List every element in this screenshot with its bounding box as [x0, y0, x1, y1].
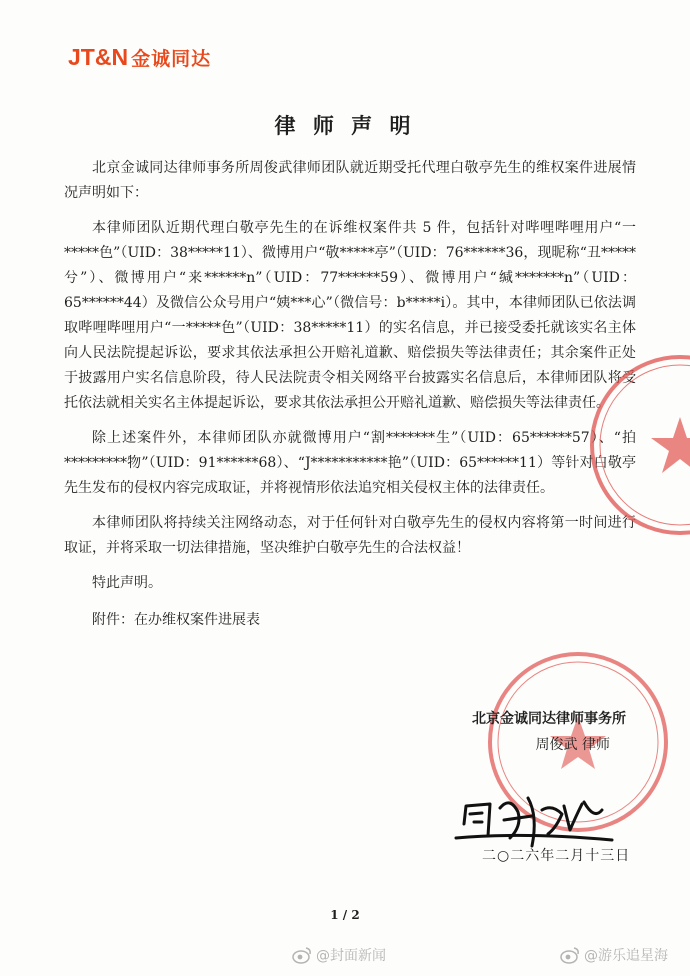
weibo-icon — [292, 946, 312, 964]
document-title: 律 师 声 明 — [274, 113, 416, 138]
seal-stamp-icon — [580, 345, 690, 545]
paragraph-intro: 北京金诚同达律师事务所周俊武律师团队就近期受托代理白敬亭先生的维权案件进展情况声明如下： — [64, 160, 636, 201]
attachment-note: 附件：在办维权案件进展表 — [92, 612, 260, 628]
logo-latin: JT&N — [68, 44, 129, 70]
paragraph-evidence: 除上述案件外，本律师团队亦就微博用户“割*******生”（UID：65******57）、“拍*********物”（UID：91******68）、“J***********艳”（UID：65******11）等针对白敬亭先生发布的侵权内容完成取证，并将视情形依法追究相关侵权主体的法律责任。 — [64, 430, 636, 496]
lawyer-name: 周俊武 律师 — [535, 737, 610, 753]
logo-chinese: 金诚同达 — [131, 48, 212, 70]
document-date: 二○二六年二月十三日 — [482, 848, 631, 864]
weibo-icon — [560, 946, 580, 964]
watermark-text: @游乐追星海 — [584, 948, 668, 964]
firm-name: 北京金诚同达律师事务所 — [472, 711, 626, 727]
paragraph-commitment: 本律师团队将持续关注网络动态，对于任何针对白敬亭先生的侵权内容将第一时间进行取证，并将采取一切法律措施，坚决维护白敬亭先生的合法权益！ — [64, 515, 636, 556]
document-body — [64, 156, 636, 645]
page-number: 1 / 2 — [330, 908, 360, 922]
firm-logo — [68, 44, 211, 71]
watermark-text: @封面新闻 — [316, 948, 386, 964]
paragraph-cases: 本律师团队近期代理白敬亭先生的在诉维权案件共 5 件，包括针对哔哩哔哩用户“一*****色”（UID：38*****11）、微博用户“敬*****亭”（UID：76******36，现昵称“丑*****兮”）、微博用户“来******n”（UID：77******59）、微博用户“缄*******n”（UID：65******44）及微信公众号用户“姨***心”（微信号：b*****i）。其中，本律师团队已依法调取哔哩哔哩用户“一*****色”（UID：38*****11）的实名信息，并已接受委托就该实名主体向人民法院提起诉讼，要求其依法承担公开赔礼道歉、赔偿损失等法律责任；其余案件正处于披露用户实名信息阶段，待人民法院责令相关网络平台披露实名信息后，本律师团队将受托依法就相关实名主体提起诉讼，要求其依法承担公开赔礼道歉、赔偿损失等法律责任。 — [64, 220, 636, 411]
watermark-bar — [0, 945, 690, 971]
signature-block — [406, 706, 626, 758]
watermark-2 — [560, 945, 668, 965]
watermark-1 — [292, 945, 386, 965]
closing-statement: 特此声明。 — [92, 575, 162, 591]
